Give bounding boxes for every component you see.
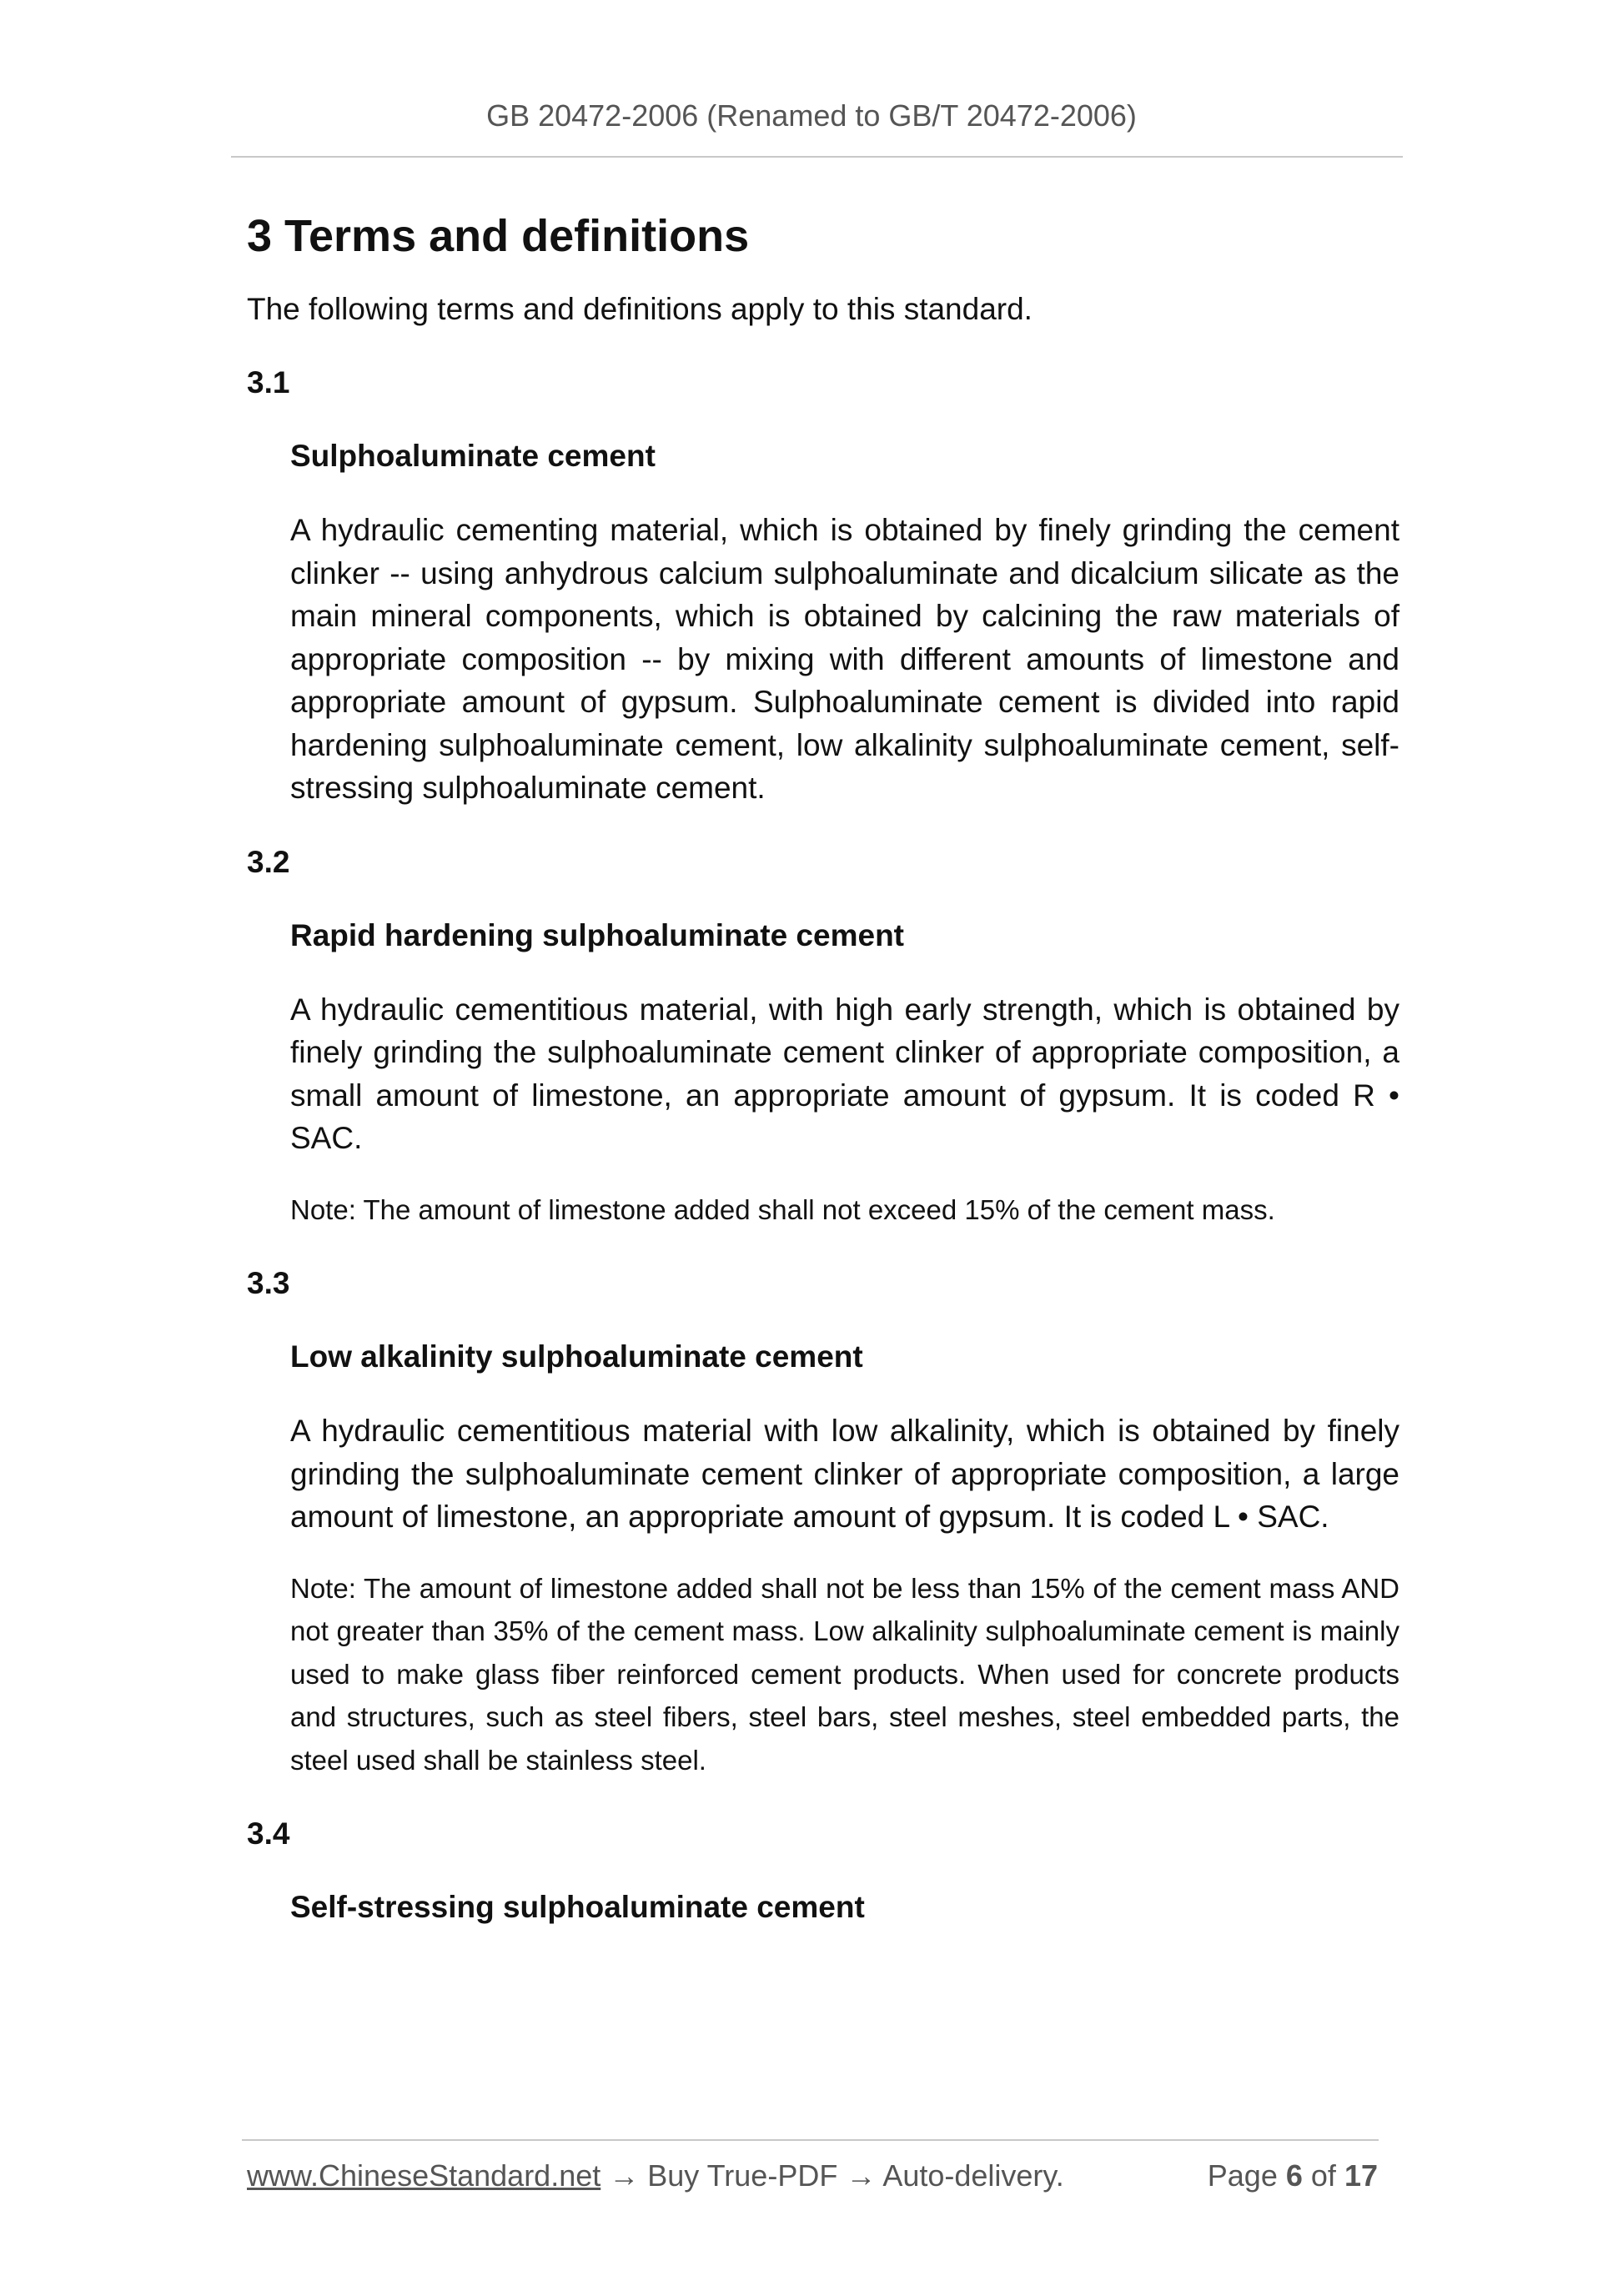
clause-number-3-2: 3.2 xyxy=(247,844,290,879)
section-intro: The following terms and definitions apply to this standard. xyxy=(247,292,1033,326)
section-title: 3 Terms and definitions xyxy=(247,211,750,261)
term-definition-3-2: A hydraulic cementitious material, with high early strength, which is obtained by finely grinding the sulphoaluminate cement clinker of appropriate composition, a small amount of limestone, an appropriate amount of gypsum. It is coded R • SAC. xyxy=(290,992,1399,1155)
term-heading-3-2: Rapid hardening sulphoaluminate cement xyxy=(290,917,904,952)
term-heading-3-1: Sulphoaluminate cement xyxy=(290,439,656,473)
term-note-3-3: Note: The amount of limestone added shall not be less than 15% of the cement mass AND not greater than 35% of the cement mass. Low alkalinity sulphoaluminate cement is mainly used to make glass fiber reinforced cement products. When used for concrete products and structures, such as steel fibers, steel bars, steel meshes, steel embedded parts, the steel used shall be stainless steel. xyxy=(290,1572,1399,1776)
footer-promo-text: → Buy True-PDF → Auto-delivery. xyxy=(600,2158,1064,2193)
clause-number-3-3: 3.3 xyxy=(247,1266,290,1300)
term-definition-3-3: A hydraulic cementitious material with low alkalinity, which is obtained by finely grinding the sulphoaluminate cement clinker of appropriate composition, a large amount of limestone, an appropriate amount of gypsum. It is coded L • SAC. xyxy=(290,1414,1399,1534)
term-definition-3-1: A hydraulic cementing material, which is obtained by finely grinding the cement clinker -- using anhydrous calcium sulphoaluminate and dicalcium silicate as the main mineral components, which is obtained by calcining the raw materials of appropriate composition -- by mixing with different amounts of limestone and appropriate amount of gypsum. Sulphoaluminate cement is divided into rapid hardening sulphoaluminate cement, low alkalinity sulphoaluminate cement, self-stressing sulphoaluminate cement. xyxy=(290,513,1399,805)
page-label: Page xyxy=(1207,2158,1278,2193)
clause-number-3-4: 3.4 xyxy=(247,1816,290,1851)
term-note-3-2: Note: The amount of limestone added shall not exceed 15% of the cement mass. xyxy=(290,1193,1275,1225)
page-total: 17 xyxy=(1344,2158,1378,2193)
page-number xyxy=(1208,2158,1378,2193)
footer-promo xyxy=(247,2158,1064,2193)
clause-number-3-1: 3.1 xyxy=(247,365,290,399)
page-content xyxy=(247,208,1399,1928)
term-heading-3-4: Self-stressing sulphoaluminate cement xyxy=(290,1890,865,1924)
page-current: 6 xyxy=(1285,2158,1303,2193)
term-heading-3-3: Low alkalinity sulphoaluminate cement xyxy=(290,1339,863,1374)
header-divider xyxy=(231,156,1403,158)
page-of-label: of xyxy=(1310,2158,1336,2193)
website-link[interactable]: www.ChineseStandard.net xyxy=(247,2158,601,2193)
footer-divider xyxy=(242,2139,1379,2141)
running-header: GB 20472-2006 (Renamed to GB/T 20472-2006) xyxy=(486,98,1137,133)
